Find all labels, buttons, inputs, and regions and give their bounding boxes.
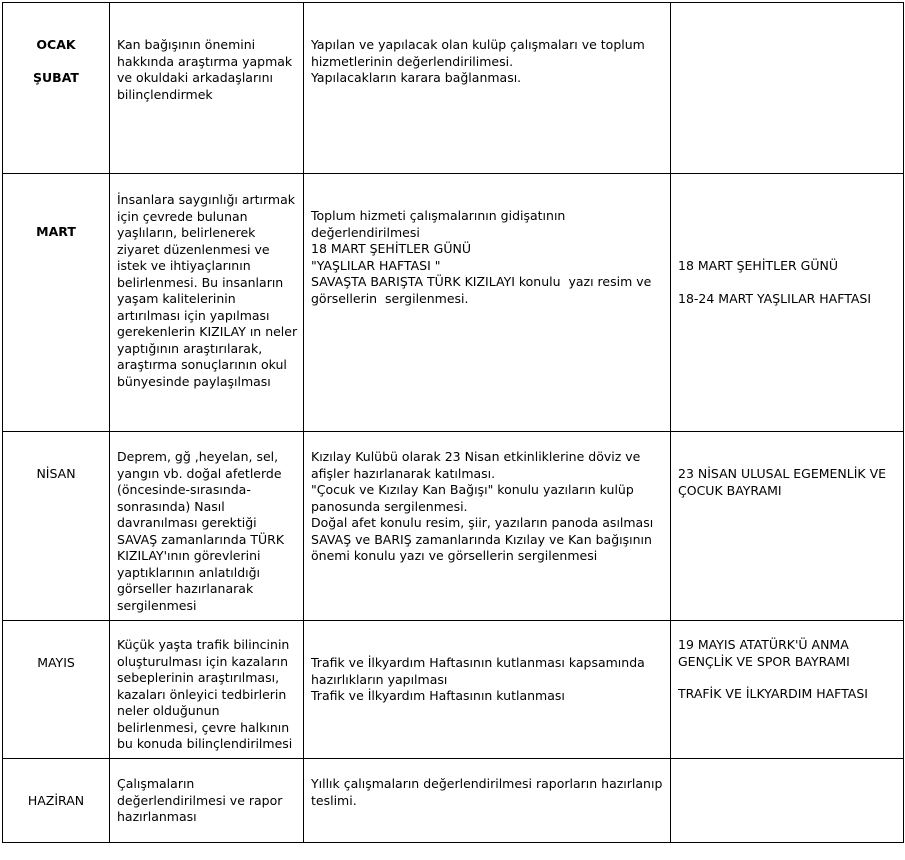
table-row xyxy=(3,621,904,759)
goal-cell xyxy=(110,759,304,843)
table-row xyxy=(3,174,904,432)
month-cell xyxy=(3,3,110,174)
activities-cell xyxy=(304,759,671,843)
goal-cell xyxy=(110,432,304,621)
activity-line: Toplum hizmeti çalışmalarının gidişatının değerlendirilmesi xyxy=(311,208,570,240)
goal-text: İnsanlara saygınlığı artırmak için çevrede bulunan yaşlıların, belirlenerek ziyaret düzenlenmesi ve istek ve ihtiyaçlarının belirlenmesi. Bu insanların yaşam kalitelerinin artırılması için yapılması gerekenlerin KIZILAY ın neler yaptığının araştırılarak, araştırma sonuçlarının okul bünyesinde paylaşılması xyxy=(117,192,298,389)
activity-line: "YAŞLILAR HAFTASI " xyxy=(311,257,441,273)
special-day: 19 MAYIS ATATÜRK'Ü ANMA GENÇLİK VE SPOR BAYRAMI xyxy=(678,637,853,669)
month-cell xyxy=(3,759,110,843)
month-cell xyxy=(3,621,110,759)
special-days-cell xyxy=(671,3,904,174)
goal-text: Kan bağışının önemini hakkında araştırma yapmak ve okuldaki arkadaşlarını bilinçlendirmek xyxy=(117,37,293,102)
month-cell xyxy=(3,174,110,432)
table-row xyxy=(3,432,904,621)
special-days-cell xyxy=(671,759,904,843)
activity-line: Yıllık çalışmaların değerlendirilmesi raporların hazırlanıp teslimi. xyxy=(311,776,667,808)
special-days-cell xyxy=(671,621,904,759)
table-row xyxy=(3,3,904,174)
special-day: 23 NİSAN ULUSAL EGEMENLİK VE ÇOCUK BAYRAMI xyxy=(678,466,891,498)
month-name: ŞUBAT xyxy=(33,69,79,85)
special-days-cell xyxy=(671,432,904,621)
activity-line: Trafik ve İlkyardım Haftasının kutlanması kapsamında hazırlıkların yapılması xyxy=(311,655,649,687)
special-day: 18 MART ŞEHİTLER GÜNÜ xyxy=(678,258,839,273)
activities-cell xyxy=(304,174,671,432)
month-name: HAZİRAN xyxy=(27,793,85,808)
activities-cell xyxy=(304,621,671,759)
table-row xyxy=(3,759,904,843)
activity-line: Yapılan ve yapılacak olan kulüp çalışmaları ve toplum hizmetlerinin değerlendirilimesi. xyxy=(311,37,649,69)
activities-cell xyxy=(304,3,671,174)
month-cell xyxy=(3,432,110,621)
activity-line: "Çocuk ve Kızılay Kan Bağışı" konulu yazıların kulüp panosunda sergilenmesi. xyxy=(311,482,638,514)
activity-line: Trafik ve İlkyardım Haftasının kutlanması xyxy=(311,688,565,703)
goal-cell xyxy=(110,174,304,432)
activity-line: SAVAŞTA BARIŞTA TÜRK KIZILAYI konulu yazı resim ve görsellerin sergilenmesi. xyxy=(311,274,656,306)
special-days-cell xyxy=(671,174,904,432)
month-name: MART xyxy=(36,224,76,239)
activity-line: 18 MART ŞEHİTLER GÜNÜ xyxy=(311,241,472,256)
month-name: NİSAN xyxy=(36,466,76,481)
activity-line: Kızılay Kulübü olarak 23 Nisan etkinliklerine döviz ve afişler hazırlanarak katılması. xyxy=(311,449,645,481)
activity-plan-table xyxy=(2,2,904,843)
activity-line: Yapılacakların karara bağlanması. xyxy=(311,70,522,85)
goal-cell xyxy=(110,3,304,174)
goal-cell xyxy=(110,621,304,759)
activity-line: Doğal afet konulu resim, şiir, yazıların panoda asılması xyxy=(311,515,654,530)
activities-cell xyxy=(304,432,671,621)
special-day: 18-24 MART YAŞLILAR HAFTASI xyxy=(678,290,872,306)
goal-text: Deprem, gğ ,heyelan, sel, yangın vb. doğal afetlerde (öncesinde-sırasında-sonrasında) Nasıl davranılması gerektiği SAVAŞ zamanlarında TÜRK KIZILAY'ının görevlerini yaptıklarının anlatıldığı görseller hazırlanarak sergilenmesi xyxy=(117,449,285,613)
special-day: TRAFİK VE İLKYARDIM HAFTASI xyxy=(678,686,868,701)
month-name: MAYIS xyxy=(37,655,75,670)
month-name: OCAK xyxy=(36,37,76,52)
goal-text: Küçük yaşta trafik bilincinin oluşturulması için kazaların sebeplerinin araştırılması, kazaları önleyici tedbirlerin neler olduğunun belirlenmesi, çevre halkının bu konuda bilinçlendirilmesi xyxy=(117,637,293,751)
goal-text: Çalışmaların değerlendirilmesi ve rapor hazırlanması xyxy=(117,776,283,824)
activity-line: SAVAŞ ve BARIŞ zamanlarında Kızılay ve Kan bağışının önemi konulu yazı ve görsellerin sergilenmesi xyxy=(311,531,656,563)
